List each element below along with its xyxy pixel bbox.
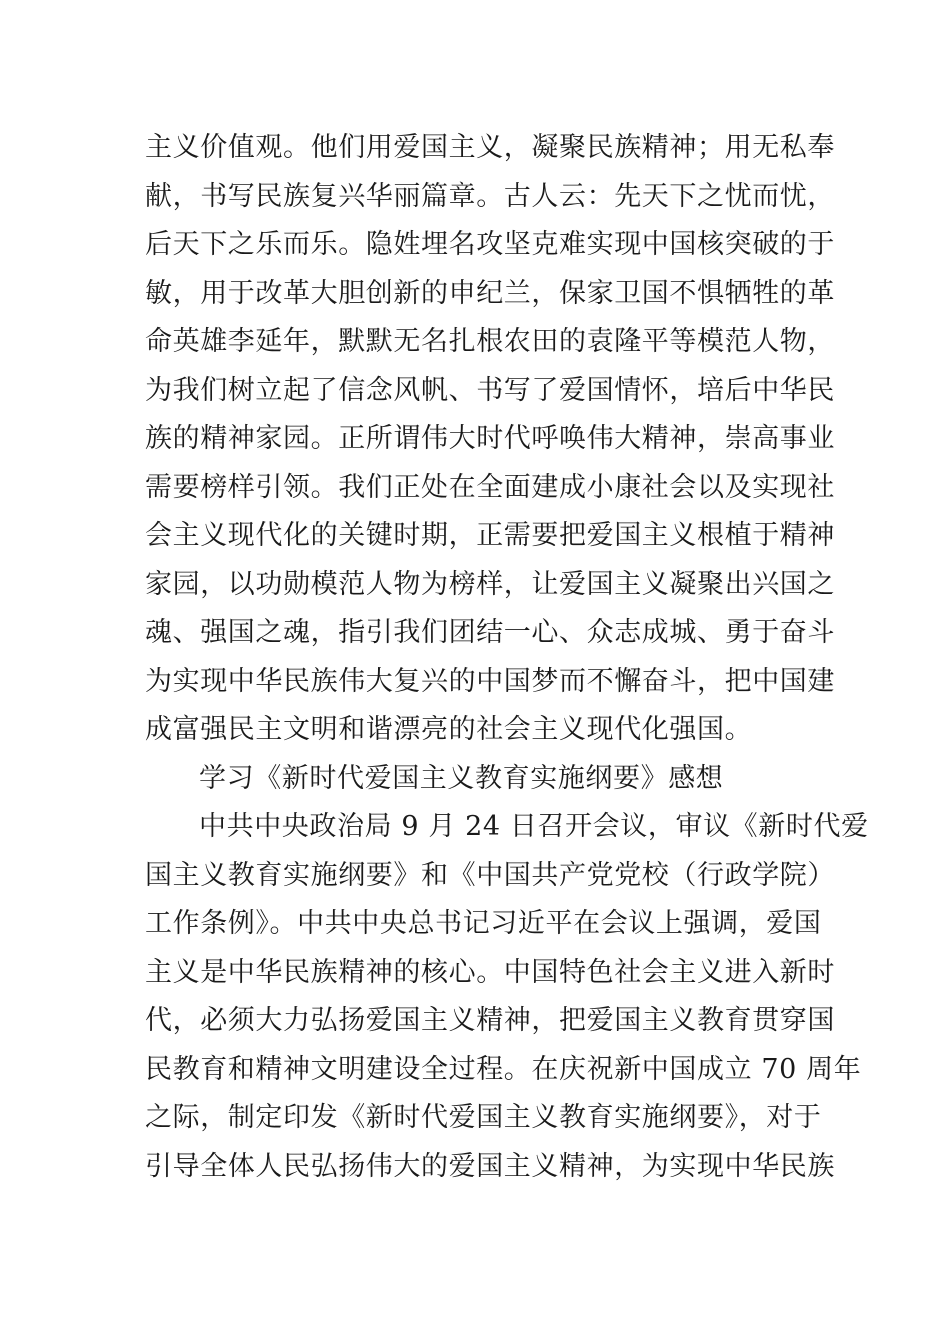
paragraph-line: 民教育和精神文明建设全过程。在庆祝新中国成立 70 周年 <box>145 1053 862 1085</box>
paragraph-line: 献，书写民族复兴华丽篇章。古人云：先天下之忧而忧， <box>145 180 835 212</box>
paragraph-line: 成富强民主文明和谐漂亮的社会主义现代化强国。 <box>145 714 753 745</box>
paragraph-line: 国主义教育实施纲要》和《中国共产党党校（行政学院） <box>145 859 835 891</box>
paragraph-line: 会主义现代化的关键时期，正需要把爱国主义根植于精神 <box>145 520 835 551</box>
document-body <box>145 124 869 1191</box>
paragraph-line: 敏，用于改革大胆创新的申纪兰，保家卫国不惧牺牲的革 <box>145 277 835 309</box>
paragraph-line: 为我们树立起了信念风帆、书写了爱国情怀，培后中华民 <box>145 374 835 406</box>
paragraph-line: 需要榜样引领。我们正处在全面建成小康社会以及实现社 <box>145 471 835 503</box>
section-title: 学习《新时代爱国主义教育实施纲要》感想 <box>199 762 724 794</box>
paragraph-line: 为实现中华民族伟大复兴的中国梦而不懈奋斗，把中国建 <box>145 665 835 697</box>
paragraph-line: 之际，制定印发《新时代爱国主义教育实施纲要》，对于 <box>145 1102 822 1133</box>
paragraph-line: 中共中央政治局 9 月 24 日召开会议，审议《新时代爱 <box>199 811 869 842</box>
paragraph-line: 引导全体人民弘扬伟大的爱国主义精神，为实现中华民族 <box>145 1150 835 1182</box>
paragraph-line: 魂、强国之魂，指引我们团结一心、众志成城、勇于奋斗 <box>145 617 835 648</box>
paragraph-line: 主义是中华民族精神的核心。中国特色社会主义进入新时 <box>145 956 835 988</box>
paragraph-line: 工作条例》。中共中央总书记习近平在会议上强调，爱国 <box>145 908 822 939</box>
paragraph-line: 主义价值观。他们用爱国主义，凝聚民族精神；用无私奉 <box>145 132 835 163</box>
paragraph-line: 族的精神家园。正所谓伟大时代呼唤伟大精神，崇高事业 <box>145 423 835 454</box>
paragraph-line: 家园，以功勋模范人物为榜样，让爱国主义凝聚出兴国之 <box>145 568 835 600</box>
paragraph-line: 后天下之乐而乐。隐姓埋名攻坚克难实现中国核突破的于 <box>145 229 835 260</box>
paragraph-line: 代，必须大力弘扬爱国主义精神，把爱国主义教育贯穿国 <box>145 1005 835 1036</box>
paragraph-line: 命英雄李延年，默默无名扎根农田的袁隆平等模范人物， <box>145 326 835 357</box>
